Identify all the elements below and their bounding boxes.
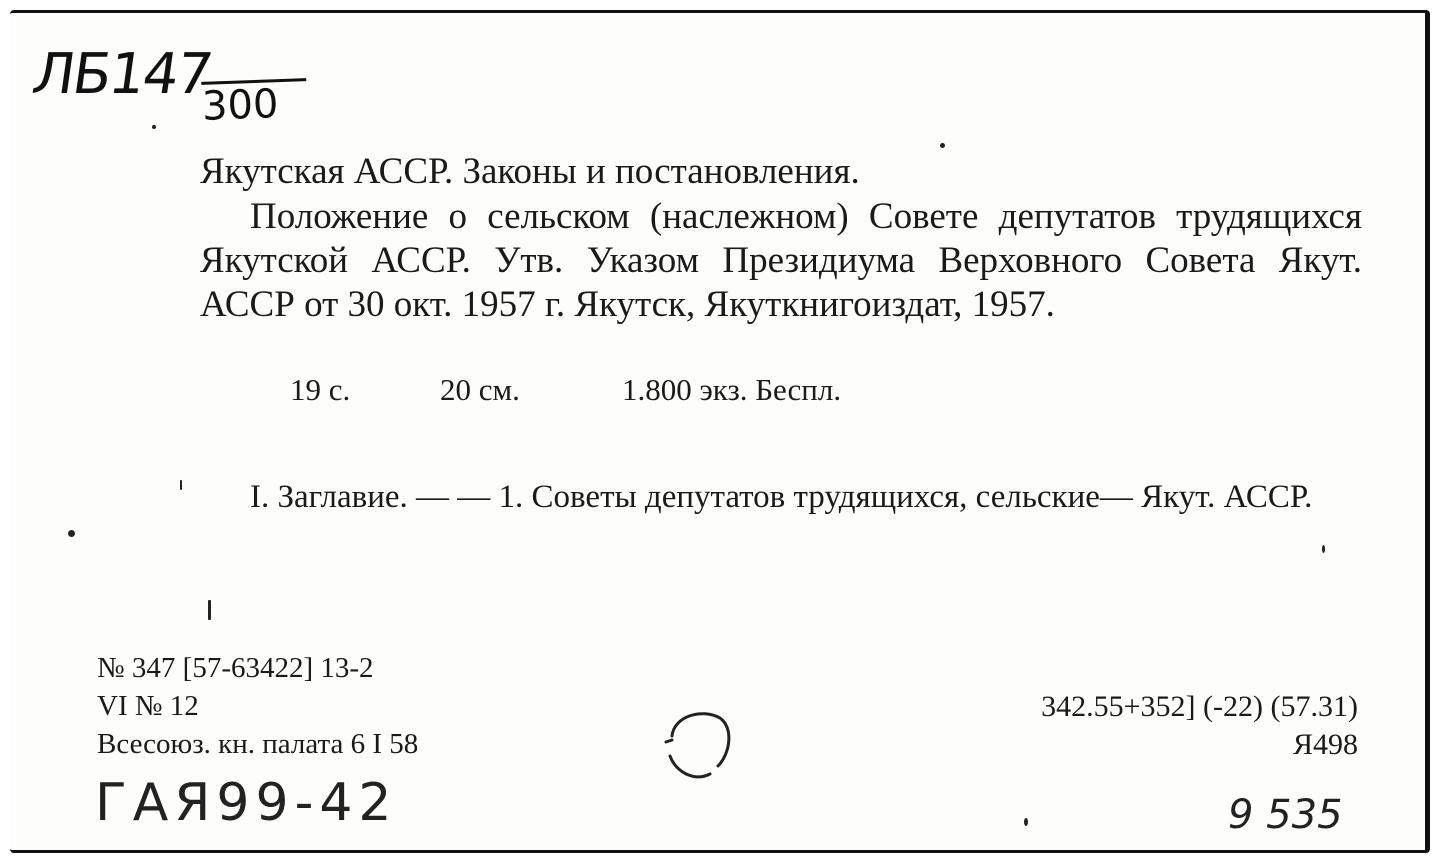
subject-headings xyxy=(200,475,1362,519)
classification-index: 342.55+352] (-22) (57.31) xyxy=(1041,690,1358,723)
collation-size: 20 см. xyxy=(440,372,520,407)
card-description-text: Положение о сельском (наслежном) Совете депутатов трудящихся Якутской АССР. Утв. Указом Президиума Верховного Совета Якут. АССР от 30 окт. 1957 г. Якутск, Якуткнигоиздат, 1957. xyxy=(200,196,1362,325)
shelf-fraction: 300 xyxy=(201,78,308,129)
card-description xyxy=(200,195,1362,327)
record-number: № 347 [57-63422] 13-2 xyxy=(97,652,374,684)
ink-speck xyxy=(1322,545,1325,553)
record-chamber: Всесоюз. кн. палата 6 I 58 xyxy=(97,728,419,760)
record-series: VI № 12 xyxy=(97,690,199,722)
collation-pages: 19 с. xyxy=(290,372,351,407)
ink-speck xyxy=(180,480,182,490)
handwritten-code-right: 9 535 xyxy=(1228,792,1343,838)
ring-stamp-icon xyxy=(658,702,738,782)
ink-speck xyxy=(152,125,156,129)
ink-speck xyxy=(940,143,945,148)
shelf-mark: ЛБ147 xyxy=(28,42,215,107)
ink-speck xyxy=(68,530,75,537)
ink-speck xyxy=(208,600,211,620)
handwritten-code-left: ГАЯ99-42 xyxy=(95,773,398,833)
collation-copies: 1.800 экз. Беспл. xyxy=(622,372,842,407)
card-heading: Якутская АССР. Законы и постановления. xyxy=(200,151,860,192)
author-mark: Я498 xyxy=(1292,728,1358,761)
ink-speck xyxy=(1024,818,1028,826)
subject-headings-text: I. Заглавие. — — 1. Советы депутатов трудящихся, сельские— Якут. АССР. xyxy=(250,479,1313,515)
